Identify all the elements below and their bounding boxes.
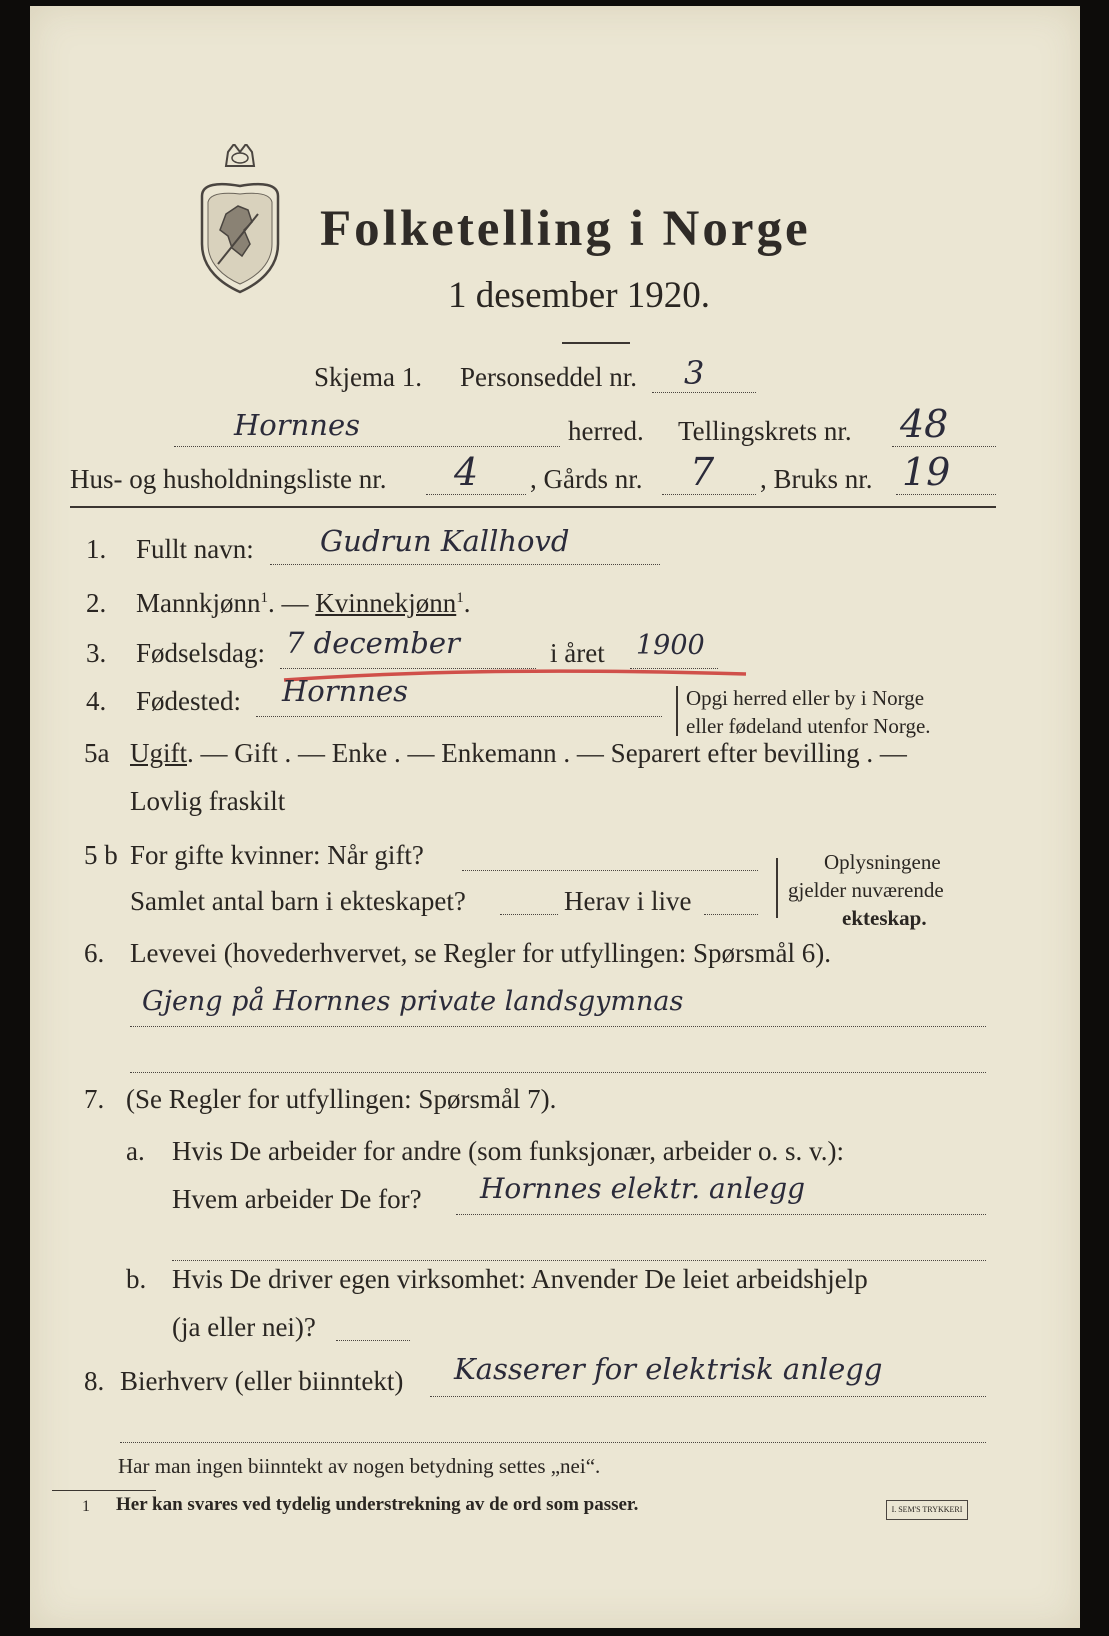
census-date: 1 desember 1920.	[448, 275, 711, 316]
q1-label: Fullt navn:	[136, 534, 254, 564]
female-option-underlined: Kvinnekjønn	[315, 588, 457, 618]
q5a-options: Ugift. — Gift . — Enke . — Enkemann . — Separert efter bevilling . —	[130, 738, 907, 768]
q4-number: 4.	[86, 686, 107, 716]
q5b-alive-label: Herav i live	[564, 886, 692, 916]
bruks-value: 19	[902, 450, 951, 494]
q4-note-line2: eller fødeland utenfor Norge.	[686, 714, 931, 738]
q2-options: Mannkjønn$^1$. — Kvinnekjønn$^1$.	[136, 588, 471, 618]
q5b-when-married-label: For gifte kvinner: Når gift?	[130, 840, 424, 870]
q6-label: Levevei (hovederhvervet, se Regler for utfyllingen: Spørsmål 6).	[130, 938, 832, 968]
male-option: Mannkjønn	[136, 588, 261, 618]
tellingskrets-label: Tellingskrets nr.	[678, 416, 852, 446]
employer-value: Hornnes elektr. anlegg	[480, 1172, 806, 1205]
gaards-value: 7	[690, 450, 715, 494]
birth-year-value: 1900	[636, 630, 705, 661]
title-divider	[562, 342, 630, 344]
q5b-number: 5 b	[84, 840, 118, 870]
ugift-option-underlined: Ugift	[130, 738, 187, 768]
footnote-number: 1	[82, 1498, 90, 1515]
q5b-children-label: Samlet antal barn i ekteskapet?	[130, 886, 466, 916]
q7-number: 7.	[84, 1084, 105, 1114]
q2-number: 2.	[86, 588, 107, 618]
herred-value: Hornnes	[234, 408, 361, 442]
occupation-value: Gjeng på Hornnes private landsgymnas	[142, 986, 684, 1017]
q5b-note-line1: Oplysningene	[824, 850, 941, 874]
personseddel-value: 3	[684, 354, 705, 392]
q7a-label: Hvis De arbeider for andre (som funksjonær, arbeider o. s. v.):	[172, 1136, 844, 1166]
year-label: i året	[550, 638, 605, 668]
q8-label: Bierhverv (eller biinntekt)	[120, 1366, 404, 1396]
schema-label: Skjema 1.	[314, 362, 422, 392]
q4-note-line1: Opgi herred eller by i Norge	[686, 686, 925, 710]
printer-stamp: I. SEM'S TRYKKERI	[886, 1500, 968, 1520]
gaards-label: , Gårds nr.	[530, 464, 643, 494]
q7a-question: Hvem arbeider De for?	[172, 1184, 422, 1214]
tellingskrets-value: 48	[900, 402, 949, 446]
q7-label: (Se Regler for utfyllingen: Spørsmål 7).	[126, 1084, 557, 1114]
q3-label: Fødselsdag:	[136, 638, 266, 668]
q7b-label: Hvis De driver egen virksomhet: Anvender De leiet arbeidshjelp	[172, 1264, 868, 1294]
full-name-value: Gudrun Kallhovd	[320, 524, 570, 558]
personseddel-label: Personseddel nr.	[460, 362, 637, 392]
herred-label: herred.	[568, 416, 644, 446]
page-title: Folketelling i Norge	[320, 201, 811, 257]
footer-note: Har man ingen biinntekt av nogen betydning settes „nei“.	[118, 1454, 601, 1478]
q1-number: 1.	[86, 534, 107, 564]
q3-number: 3.	[86, 638, 107, 668]
q6-number: 6.	[84, 938, 105, 968]
footnote-text: Her kan svares ved tydelig understrekning av de ord som passer.	[116, 1494, 639, 1515]
q7b-question: (ja eller nei)?	[172, 1312, 316, 1342]
bruks-label: , Bruks nr.	[760, 464, 873, 494]
side-income-value: Kasserer for elektrisk anlegg	[454, 1352, 883, 1386]
q5b-note-line3: ekteskap.	[842, 906, 927, 930]
q4-label: Fødested:	[136, 686, 241, 716]
header-rule	[70, 506, 996, 508]
q5a-line2: Lovlig fraskilt	[130, 786, 286, 816]
census-form	[30, 6, 1080, 1628]
q7a-number: a.	[126, 1136, 145, 1166]
q5b-note-line2: gjelder nuværende	[788, 878, 944, 902]
birthday-value: 7 december	[286, 626, 460, 660]
q7b-number: b.	[126, 1264, 147, 1294]
q8-number: 8.	[84, 1366, 105, 1396]
hus-value: 4	[454, 450, 479, 494]
coat-of-arms-icon	[198, 144, 282, 294]
birthplace-value: Hornnes	[282, 674, 409, 708]
q5a-number: 5a	[84, 738, 110, 768]
hus-label: Hus- og husholdningsliste nr.	[70, 464, 387, 494]
